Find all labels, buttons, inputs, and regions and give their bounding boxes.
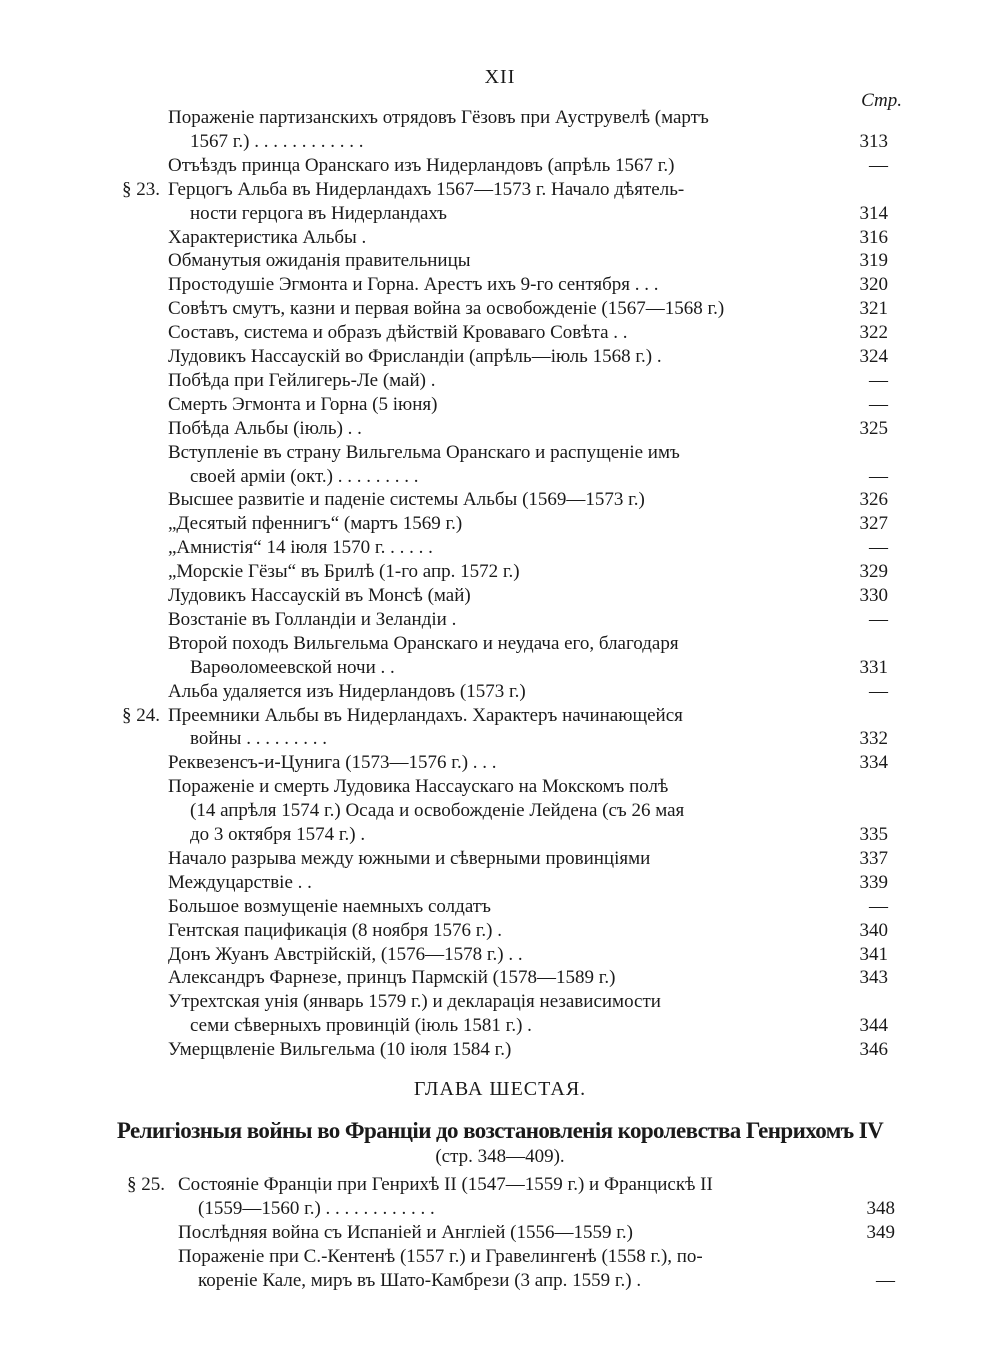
toc-entry [0,966,1000,990]
toc-entry [0,465,1000,489]
toc-entry [0,441,1000,465]
toc-entry [0,560,1000,584]
toc-entry [0,1197,1000,1221]
entry-page: 337 [859,847,888,869]
toc-entry [0,488,1000,512]
entry-title: Простодушіе Эгмонта и Горна. Арестъ ихъ 9-го сентября . . . [168,274,659,296]
entry-page: 327 [859,513,888,535]
entry-title: Гентская пацификація (8 ноября 1576 г.) . [168,919,502,941]
toc-entry [0,321,1000,345]
entry-title: Совѣтъ смутъ, казни и первая война за освобожденіе (1567—1568 г.) [168,298,725,320]
entry-title: Утрехтская унія (январь 1579 г.) и декларація независимости [168,991,661,1013]
toc-entry [0,680,1000,704]
entry-title: Высшее развитіе и паденіе системы Альбы (1569—1573 г.) [168,489,645,511]
section-number: § 24. [122,704,160,726]
toc-entry [0,943,1000,967]
entry-page: — [869,393,888,415]
chapter-page-range: (стр. 348—409). [435,1146,565,1167]
toc-entry [0,656,1000,680]
toc-entry [0,990,1000,1014]
entry-title: Вступленіе въ страну Вильгельма Оранскаго и распущеніе имъ [168,441,680,463]
entry-title: Побѣда при Гейлигерь-Ле (май) . [168,369,436,391]
toc-entry [0,130,1000,154]
entry-title: Смерть Эгмонта и Горна (5 іюня) [168,393,438,415]
entry-page: 321 [859,298,888,320]
section-number: § 23. [122,178,160,200]
toc-entry [0,751,1000,775]
toc-entry [0,799,1000,823]
toc-entry [0,512,1000,536]
entry-page: 341 [859,943,888,965]
entry-page: — [869,154,888,176]
entry-page: 320 [859,274,888,296]
toc-entry [0,249,1000,273]
entry-page: 314 [859,202,888,224]
entry-title: „Десятый пфеннигъ“ (мартъ 1569 г.) [168,513,463,535]
entry-title: Лудовикъ Нассаускій во Фрисландіи (апрѣль—іюль 1568 г.) . [168,346,662,367]
toc-entry [0,417,1000,441]
entry-title: Пораженіе партизанскихъ отрядовъ Гёзовъ при Ауструвелѣ (мартъ [168,107,709,128]
toc-entry [0,106,1000,130]
entry-page: — [869,895,888,917]
toc-entry [0,608,1000,632]
toc-entry [0,1245,1000,1269]
entry-title: Второй походъ Вильгельма Оранскаго и неудача его, благодаря [168,632,679,654]
toc-entry [0,202,1000,226]
entry-title: 1567 г.) . . . . . . . . . . . . [190,130,364,152]
entry-page: 349 [866,1221,895,1243]
entry-title: войны . . . . . . . . . [190,728,327,750]
toc-entry [0,273,1000,297]
entry-page: — [876,1269,895,1291]
entry-page: — [869,608,888,630]
page-column-header: Стр. [861,90,902,111]
toc-entry [0,823,1000,847]
entry-title: Составъ, система и образъ дѣйствій Кроваваго Совѣта . . [168,322,628,344]
entry-title: Преемники Альбы въ Нидерландахъ. Характеръ начинающейся [168,704,683,726]
entry-title: Герцогъ Альба въ Нидерландахъ 1567—1573 г. Начало дѣятель- [168,178,685,200]
toc-entry [0,154,1000,178]
entry-title: „Морскіе Гёзы“ въ Брилѣ (1-го апр. 1572 г.) [168,561,520,583]
entry-title: ности герцога въ Нидерландахъ [190,202,448,224]
entry-title: Реквезенсъ-и-Цунига (1573—1576 г.) . . . [168,752,497,774]
toc-entry [0,297,1000,321]
entry-title: Побѣда Альбы (іюль) . . [168,417,362,439]
entry-title: Междуцарствіе . . [168,871,312,893]
entry-title: (1559—1560 г.) . . . . . . . . . . . . [198,1197,435,1219]
chapter-title: ГЛАВА ШЕСТАЯ. [413,1078,587,1100]
entry-page: 319 [859,250,888,272]
entry-page: — [869,680,888,702]
entry-page: 334 [859,752,888,774]
entry-page: 330 [859,585,888,606]
entry-page: 346 [859,1039,888,1061]
toc-entry [0,1221,1000,1245]
entry-page: 322 [859,322,888,344]
entry-title: Альба удаляется изъ Нидерландовъ (1573 г.) [168,680,526,702]
entry-title: Донъ Жуанъ Австрійскій, (1576—1578 г.) . . [168,943,523,965]
entry-title: (14 апрѣля 1574 г.) Осада и освобожденіе Лейдена (съ 26 мая [190,800,685,822]
toc-entry [0,775,1000,799]
entry-title: Варѳоломеевской ночи . . [190,656,395,678]
entry-title: кореніе Кале, миръ въ Шато-Камбрези (3 апр. 1559 г.) . [198,1269,642,1291]
toc-entry [0,393,1000,417]
entry-title: Характеристика Альбы . [168,226,367,248]
entry-title: семи сѣверныхъ провинцій (іюль 1581 г.) . [190,1015,532,1037]
entry-title: своей арміи (окт.) . . . . . . . . . [190,465,419,487]
entry-page: 343 [859,967,888,989]
entry-title: Обманутыя ожиданія правительницы [168,250,471,272]
entry-page: 344 [859,1015,888,1037]
toc-entry [0,226,1000,250]
entry-page: 335 [859,824,888,845]
entry-title: Пораженіе и смерть Лудовика Нассаускаго на Мокскомъ полѣ [168,776,669,798]
entry-page: 339 [859,871,888,893]
toc-entry [0,1038,1000,1062]
toc-entry [0,632,1000,656]
toc-entry [0,369,1000,393]
toc-entry [0,895,1000,919]
toc-entry [0,1173,1000,1197]
toc-entry [0,1014,1000,1038]
toc-entry [0,919,1000,943]
toc-entry [0,847,1000,871]
page-number: XII [484,66,516,88]
entry-page: — [869,537,888,559]
entry-page: 331 [859,656,888,678]
entry-title: Умерщвленіе Вильгельма (10 іюля 1584 г.) [168,1039,512,1061]
toc-entry [0,584,1000,608]
entry-title: Начало разрыва между южными и сѣверными провинціями [168,847,651,869]
entry-page: 325 [859,417,888,439]
toc-entry [0,178,1000,202]
toc-entry [0,1269,1000,1293]
entry-page: — [869,465,888,487]
entry-title: Состояніе Франціи при Генрихѣ II (1547—1559 г.) и Францискѣ II [178,1174,713,1195]
entry-page: — [869,369,888,391]
section-number: § 25. [127,1174,165,1195]
entry-title: Пораженіе при С.-Кентенѣ (1557 г.) и Гравелингенѣ (1558 г.), по- [178,1245,703,1267]
entry-title: „Амнистія“ 14 іюля 1570 г. . . . . . [168,537,433,559]
entry-page: 313 [859,130,888,152]
entry-title: Лудовикъ Нассаускій въ Монсѣ (май) [168,585,471,606]
entry-page: 340 [859,919,888,941]
entry-page: 316 [859,226,888,248]
entry-title: Александръ Фарнезе, принцъ Пармскій (1578—1589 г.) [168,967,616,989]
entry-page: 324 [859,346,888,367]
entry-title: Возстаніе въ Голландіи и Зеландіи . [168,608,457,630]
toc-entry [0,536,1000,560]
toc-entry [0,871,1000,895]
entry-title: до 3 октября 1574 г.) . [190,824,366,845]
entry-title: Отъѣздъ принца Оранскаго изъ Нидерландовъ (апрѣль 1567 г.) [168,154,675,176]
entry-page: 348 [866,1197,895,1219]
entry-page: 332 [859,728,888,750]
entry-page: 329 [859,561,888,583]
toc-entry [0,704,1000,728]
toc-entry [0,345,1000,369]
entry-title: Послѣдняя война съ Испаніей и Англіей (1556—1559 г.) [178,1221,633,1243]
entry-page: 326 [859,489,888,511]
entry-title: Большое возмущеніе наемныхъ солдатъ [168,895,491,917]
toc-entry [0,727,1000,751]
chapter-subtitle: Религіозныя войны во Франціи до возстановленія королевства Генрихомъ IV [116,1118,884,1143]
